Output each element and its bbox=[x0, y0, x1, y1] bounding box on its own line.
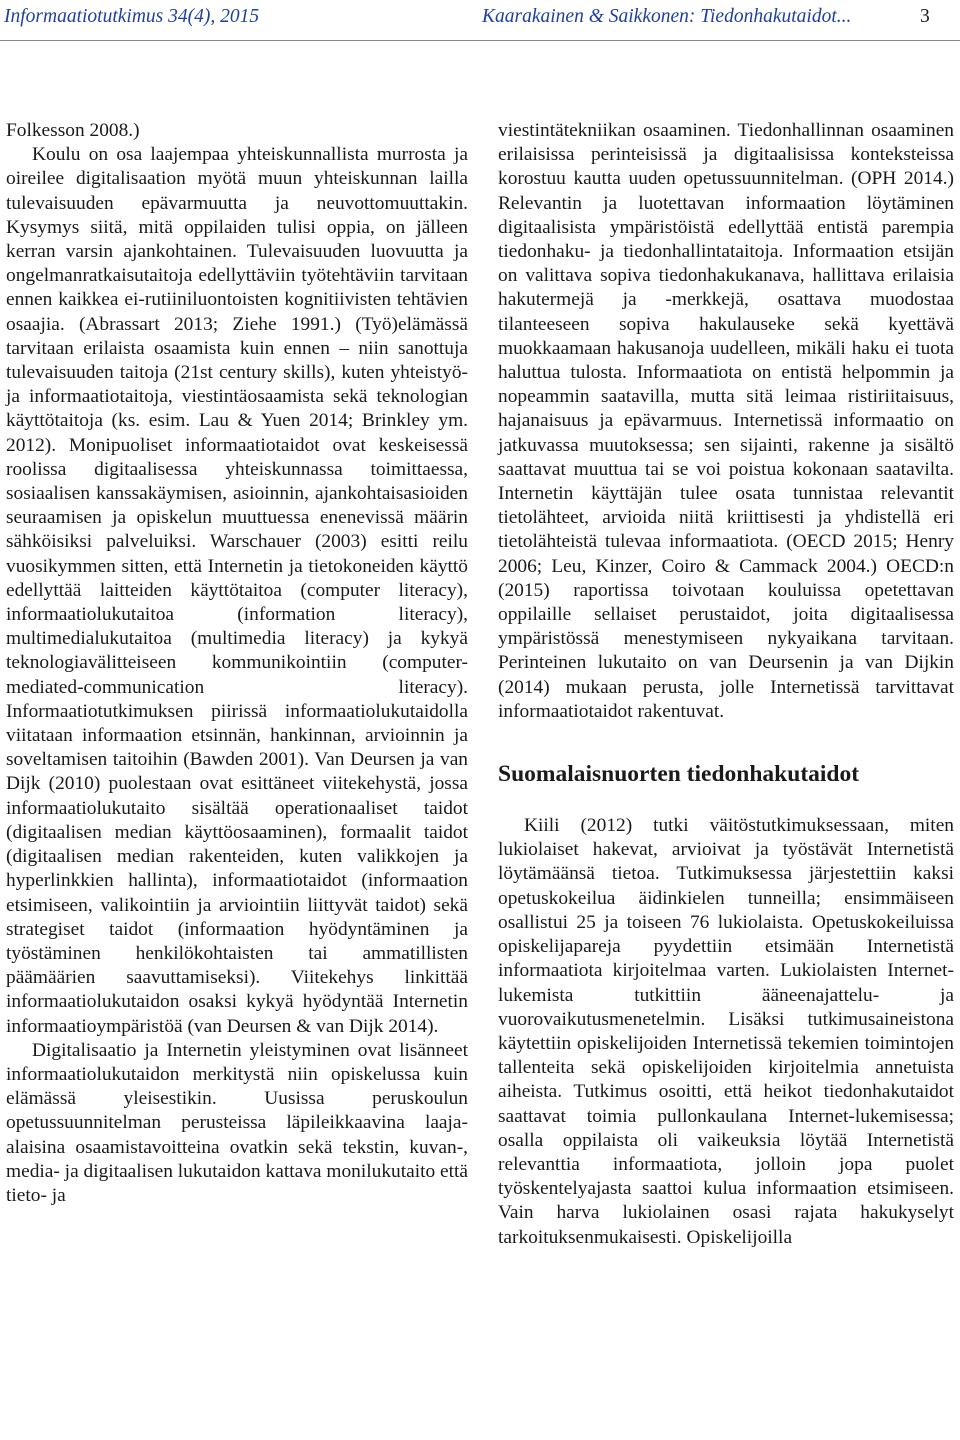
journal-citation: Informaatiotutkimus 34(4), 2015 bbox=[4, 6, 260, 27]
right-column bbox=[498, 119, 954, 1250]
running-title: Kaarakainen & Saikkonen: Tiedonhakutaidot... bbox=[482, 6, 852, 27]
running-header bbox=[0, 0, 960, 41]
paragraph: Folkesson 2008.) bbox=[6, 120, 140, 141]
paragraph: viestintätekniikan osaaminen. Tiedonhallinnan osaaminen erilaisissa perinteisissä ja digitaalisissa konteksteissa korostuu kautta uuden opetussuunnitelman. (OPH 2014.) Relevantin ja luotettavan informaation löytäminen digitaalisista ympäristöistä edellyttää entistä parempia tiedonhaku- ja tiedonhallintataitoja. Informaation etsijän on valittava sopiva tiedonhakukanava, hallittava erilaisia hakutermejä ja -merkkejä, osattava muodostaa tilanteeseen sopiva hakulauseke sekä kyettävä muokkaamaan hakusanoja uudelleen, mikäli haku ei tuota haluttua tulosta. Informaatiota on entistä helpommin ja nopeammin saatavilla, mutta sitä leimaa ristiriitaisuus, hajanaisuus ja epävarmuus. Internetissä informaatio on jatkuvassa muutoksessa; sen sijainti, rakenne ja sisältö saattavat muuttua tai se voi poistua kokonaan saatavilta. Internetin käyttäjän tulee osata tunnistaa relevantit tietolähteet, arvioida niitä kriittisesti ja yhdistellä eri tietolähteistä tulevaa informaatiota. (OECD 2015; Henry 2006; Leu, Kinzer, Coiro & Cammack 2004.) OECD:n (2015) raportissa toivotaan kouluissa opetettavan oppilaille sellaiset perustaidot, joita digitaalisessa ympäristössä menestymiseen nykyaikana tarvitaan. Perinteinen lukutaito on van Deursenin ja van Dijkin (2014) mukaan perusta, jolle Internetissä tarvittavat informaatiotaidot rakentuvat. bbox=[498, 120, 954, 722]
left-column bbox=[6, 119, 468, 1208]
paragraph: Koulu on osa laajempaa yhteiskunnallista murrosta ja oireilee digitalisaation myötä muun yhteiskunnan lailla tulevaisuuden epävarmuutta ja neuvottomuuttakin. Kysymys siitä, mitä oppilaiden tulisi oppia, on jälleen kerran varsin ajankohtainen. Tulevaisuuden luovuutta ja ongelmanratkaisutaitoja edellyttäviin työtehtäviin tarvitaan ennen kaikkea ei-rutiiniluontoisten kognitiivisten tehtävien osaajia. (Abrassart 2013; Ziehe 1991.) (Työ)elämässä tarvitaan erilaista osaamista kuin ennen – niin sanottuja tulevaisuuden taitoja (21st century skills), kuten yhteistyö- ja informaatiotaitoja, viestintäosaamista sekä teknologian käyttötaitoja (ks. esim. Lau & Yuen 2014; Brinkley ym. 2012). Monipuoliset informaatiotaidot ovat keskeisessä roolissa digitaalisessa yhteiskunnassa toimittaessa, sosiaalisen kanssakäymisen, asioinnin, ajankohtaisasioiden seuraamisen ja opiskelun muuttuessa enenevissä määrin sähköisiksi palveluiksi. Warschauer (2003) esitti reilu vuosikymmen sitten, että Internetin ja tietokoneiden käyttö edellyttää laitteiden käyttötaitoa (computer literacy), informaatiolukutaitoa (information literacy), multimedialukutaitoa (multimedia literacy) ja kykyä teknologiavälitteiseen kommunikointiin (computer-mediated-communication literacy). Informaatiotutkimuksen piirissä informaatiolukutaidolla viitataan informaation etsinnän, hankinnan, arvioinnin ja soveltamisen taitoihin (Bawden 2001). Van Deursen ja van Dijk (2010) puolestaan ovat esittäneet viitekehystä, jossa informaatiolukutaito sisältää operationaaliset taidot (digitaalisen median käyttöosaaminen), formaalit taidot (digitaalisen median rakenteiden, kuten valikkojen ja hyperlinkkien hallinta), informaatiotaidot (informaation etsimiseen, valikointiin ja arviointiin liittyvät taidot) sekä strategiset taidot (informaation hyödyntäminen ja työstäminen henkilökohtaisten tai ammatillisten päämäärien saavuttamiseksi). Viitekehys linkittää informaatiolukutaidon osaksi kykyä hyödyntää Internetin informaatioympäristöä (van Deursen & van Dijk 2014). bbox=[6, 144, 468, 1037]
paragraph: Kiili (2012) tutki väitöstutkimuksessaan, miten lukiolaiset hakevat, arvioivat ja työstävät Internetistä löytämäänsä tietoa. Tutkimuksessa järjestettiin kaksi opetuskokeilua äidinkielen tunneilla; ensimmäiseen osallistui 25 ja toiseen 76 lukiolaista. Opetuskokeiluissa opiskelijapareja pyydettiin etsimään Internetistä informaatiota kirjoitelmaa varten. Lukiolaisten Internet-lukemista tutkittiin ääneenajattelu- ja vuorovaikutusmenetelmin. Lisäksi tutkimusaineistona käytettiin opiskelijoiden Internetissä tekemien toimintojen tallenteita sekä opiskelijoiden kirjoitelmia annetuista aiheista. Tutkimus osoitti, että heikot tiedonhakutaidot saattavat toimia pullonkaulana Internet-lukemisessa; osalla oppilaista oli vaikeuksia löytää Internetistä relevanttia informaatiota, jolloin jopa puolet työskentelyajasta saattoi kulua informaation etsimiseen. Vain harva lukiolainen osasi rajata hakukyselyt tarkoituksenmukaisesti. Opiskelijoilla bbox=[498, 815, 954, 1248]
page-number: 3 bbox=[920, 6, 930, 27]
paragraph: Digitalisaatio ja Internetin yleistyminen ovat lisänneet informaatiolukutaidon merkitystä niin opiskelussa kuin elämässä yleisestikin. Uusissa peruskoulun opetussuunnitelman perusteissa läpileikkaavina laaja-alaisina osaamistavoitteina ovatkin sekä tekstin, kuvan-, media- ja digitaalisen lukutaidon kattava monilukutaito että tieto- ja bbox=[6, 1039, 469, 1206]
section-heading: Suomalaisnuorten tiedonhakutaidot bbox=[498, 761, 860, 788]
